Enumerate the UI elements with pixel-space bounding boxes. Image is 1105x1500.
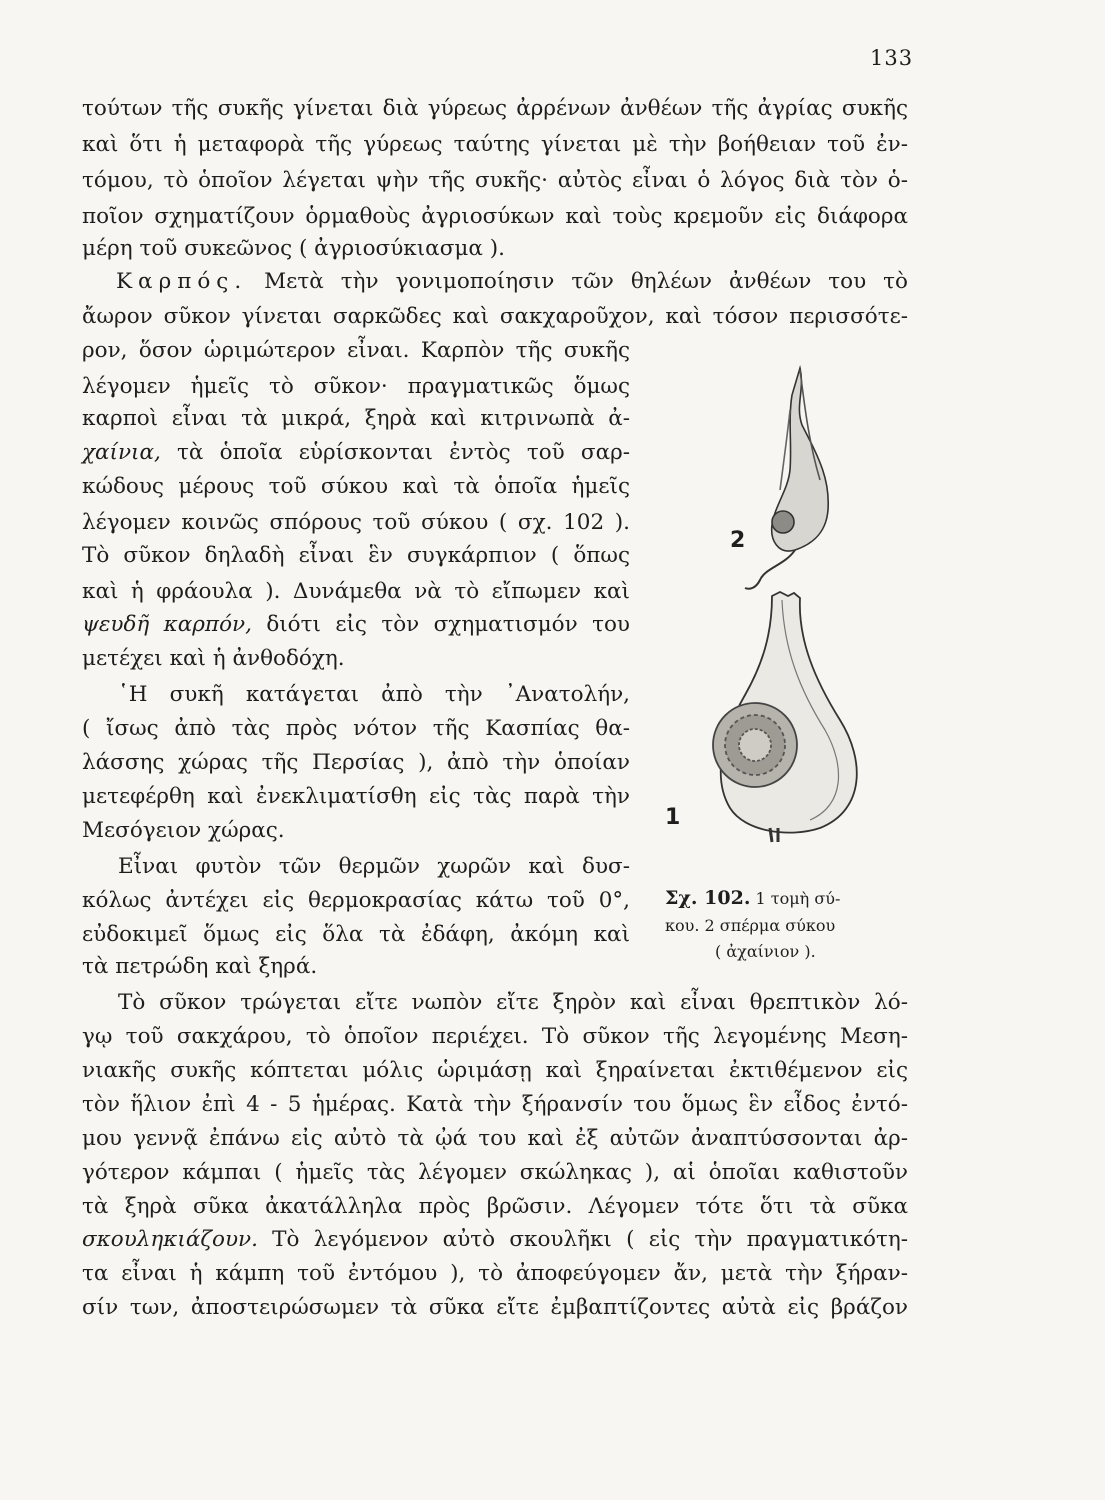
text-line: κόλως ἀντέχει εἰς θερμοκρασίας κάτω τοῦ 0°,	[82, 888, 630, 913]
text-line: Τὸ σῦκον δηλαδὴ εἶναι ἓν συγκάρπιον ( ὅπως	[82, 543, 630, 568]
text-line	[82, 610, 630, 640]
text-span: διότι εἰς τὸν σχηματισμόν του	[266, 612, 630, 637]
text-line: Μεσόγειον χώρας.	[82, 818, 285, 843]
text-line: λάσσης χώρας τῆς Περσίας ), ἀπὸ τὴν ὁποίαν	[82, 750, 630, 775]
text-span: 1 τομὴ σύ-	[755, 889, 841, 908]
text-line: γῳ τοῦ σακχάρου, τὸ ὁποῖον περιέχει. Τὸ σῦκον τῆς λεγομένης Μεση-	[82, 1024, 908, 1049]
text-line: σίν των, ἀποστειρώσωμεν τὰ σῦκα εἴτε ἐμβαπτίζοντες αὐτὰ εἰς βράζον	[82, 1295, 908, 1320]
figure-label-seed: 2	[730, 528, 746, 553]
text-line: τα εἶναι ἡ κάμπη τοῦ ἐντόμου ), τὸ ἀποφεύγομεν ἄν, μετὰ τὴν ξήραν-	[82, 1261, 908, 1286]
text-line: εὐδοκιμεῖ ὅμως εἰς ὅλα τὰ ἐδάφη, ἀκόμη καὶ	[82, 922, 630, 947]
text-line: τὰ ξηρὰ σῦκα ἀκατάλληλα πρὸς βρῶσιν. Λέγομεν τότε ὅτι τὰ σῦκα	[82, 1194, 908, 1219]
text-line: λέγομεν κοινῶς σπόρους τοῦ σύκου ( σχ. 102 ).	[82, 510, 630, 535]
text-line: ῾Η συκῆ κατάγεται ἀπὸ τὴν ᾿Ανατολήν,	[118, 682, 630, 707]
text-line: μου γεννᾷ ἐπάνω εἰς αὐτὸ τὰ ᾠά του καὶ ἐξ αὐτῶν ἀναπτύσσονται ἀρ-	[82, 1126, 908, 1151]
figure-caption-line: ( ἀχαίνιον ).	[715, 942, 816, 961]
text-line: καὶ ἡ φράουλα ). Δυνάμεθα νὰ τὸ εἴπωμεν καὶ	[82, 579, 630, 604]
text-line: ( ἴσως ἀπὸ τὰς πρὸς νότον τῆς Κασπίας θα-	[82, 716, 630, 741]
text-line: καὶ ὅτι ἡ μεταφορὰ τῆς γύρεως ταύτης γίνεται μὲ τὴν βοήθειαν τοῦ ἐν-	[82, 132, 908, 157]
figure-caption-title: Σχ. 102.	[665, 887, 751, 909]
text-line: νιακῆς συκῆς κόπτεται μόλις ὡριμάσῃ καὶ ξηραίνεται ἐκτιθέμενον εἰς	[82, 1058, 908, 1083]
text-line: τόμου, τὸ ὁποῖον λέγεται ψὴν τῆς συκῆς· αὐτὸς εἶναι ὁ λόγος διὰ τὸν ὁ-	[82, 168, 908, 193]
text-italic: ψευδῆ καρπόν,	[82, 612, 252, 637]
text-line: ἄωρον σῦκον γίνεται σαρκῶδες καὶ σακχαροῦχον, καὶ τόσον περισσότε-	[82, 304, 908, 329]
figure-caption-line: κου. 2 σπέρμα σύκου	[665, 916, 836, 935]
text-line: μετεφέρθη καὶ ἐνεκλιματίσθη εἰς τὰς παρὰ τὴν	[82, 784, 630, 809]
figure-caption-line	[665, 886, 905, 911]
text-line	[82, 267, 908, 297]
section-heading-karpos: Καρπός.	[116, 269, 248, 294]
text-line: λέγομεν ἡμεῖς τὸ σῦκον· πραγματικῶς ὅμως	[82, 374, 630, 399]
figure-label-section: 1	[665, 805, 681, 830]
text-line: τούτων τῆς συκῆς γίνεται διὰ γύρεως ἀρρένων ἀνθέων τῆς ἀγρίας συκῆς	[82, 96, 908, 121]
fig-illustration	[660, 350, 920, 850]
text-line: τὸν ἥλιον ἐπὶ 4 - 5 ἡμέρας. Κατὰ τὴν ξήρανσίν του ὅμως ἓν εἶδος ἐντό-	[82, 1092, 908, 1117]
text-line: μετέχει καὶ ἡ ἀνθοδόχη.	[82, 646, 345, 671]
text-line: ρον, ὅσον ὡριμώτερον εἶναι. Καρπὸν τῆς συκῆς	[82, 338, 630, 363]
text-line: τὰ πετρώδη καὶ ξηρά.	[82, 954, 318, 979]
text-italic: σκουληκιάζουν.	[82, 1227, 258, 1252]
text-span: Τὸ λεγόμενον αὐτὸ σκουλῆκι ( εἰς τὴν πραγματικότη-	[272, 1227, 909, 1252]
text-line	[82, 1225, 908, 1255]
fig-drawing	[660, 350, 920, 850]
page-number: 133	[870, 46, 914, 70]
seed-drawing	[745, 368, 828, 589]
text-line: Εἶναι φυτὸν τῶν θερμῶν χωρῶν καὶ δυσ-	[118, 854, 630, 879]
fig-section-drawing	[713, 592, 857, 842]
text-line	[82, 438, 630, 468]
text-line: καρποὶ εἶναι τὰ μικρά, ξηρὰ καὶ κιτρινωπὰ ἀ-	[82, 406, 630, 431]
text-span: τὰ ὁποῖα εὑρίσκονται ἐντὸς τοῦ σαρ-	[177, 440, 630, 465]
text-span: Μετὰ τὴν γονιμοποίησιν τῶν θηλέων ἀνθέων του τὸ	[264, 269, 908, 294]
text-italic: χαίνια,	[82, 440, 161, 465]
text-line: ποῖον σχηματίζουν ὁρμαθοὺς ἀγριοσύκων καὶ τοὺς κρεμοῦν εἰς διάφορα	[82, 204, 908, 229]
text-line: μέρη τοῦ συκεῶνος ( ἀγριοσύκιασμα ).	[82, 236, 505, 261]
text-line: γότερον κάμπαι ( ἡμεῖς τὰς λέγομεν σκώληκας ), αἱ ὁποῖαι καθιστοῦν	[82, 1160, 908, 1185]
text-line: κώδους μέρους τοῦ σύκου καὶ τὰ ὁποῖα ἡμεῖς	[82, 474, 630, 499]
text-line: Τὸ σῦκον τρώγεται εἴτε νωπὸν εἴτε ξηρὸν καὶ εἶναι θρεπτικὸν λό-	[118, 990, 908, 1015]
